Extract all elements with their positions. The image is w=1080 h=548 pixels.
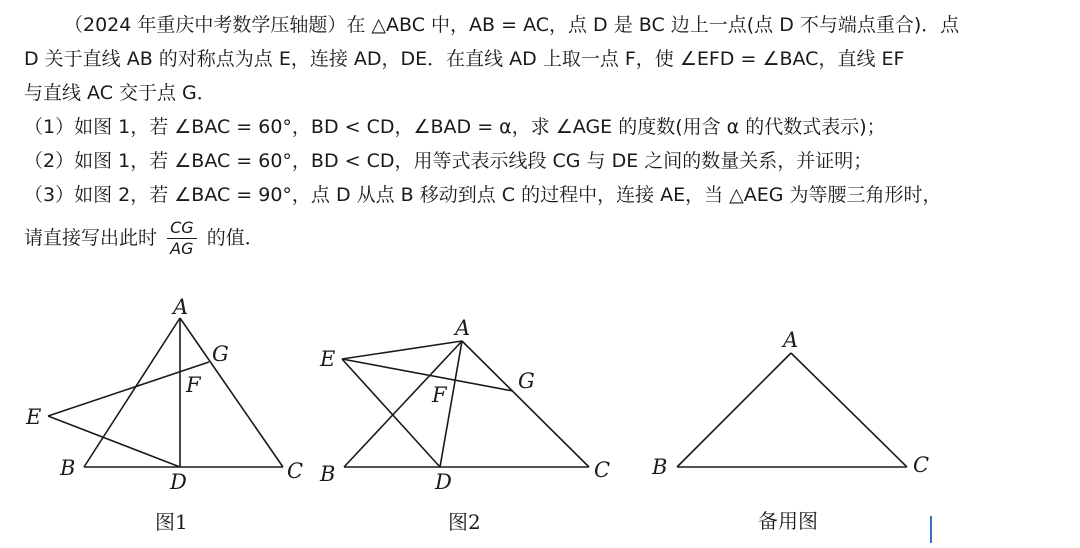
fraction-denominator: AG bbox=[170, 239, 194, 258]
fig1-label-a: A bbox=[173, 295, 189, 319]
fig1-label-c: C bbox=[287, 459, 304, 483]
figure-2 bbox=[319, 316, 610, 534]
question-2: （2）如图 1，若 ∠BAC = 60°，BD < CD，用等式表示线段 CG 与 DE 之间的数量关系，并证明； bbox=[24, 150, 873, 172]
problem-intro-line-3: 与直线 AC 交于点 G． bbox=[24, 82, 216, 104]
problem-intro-line-1: （2024 年重庆中考数学压轴题）在 △ABC 中，AB = AC，点 D 是 BC 边上一点(点 D 不与端点重合)．点 bbox=[64, 14, 960, 36]
fig2-label-a: A bbox=[455, 316, 471, 340]
fig2-label-c: C bbox=[594, 458, 611, 482]
spare-segment-ab bbox=[677, 353, 791, 467]
fig1-label-f: F bbox=[186, 373, 201, 397]
figure-1 bbox=[25, 295, 303, 534]
question-3-suffix: 的值． bbox=[206, 227, 264, 249]
fig2-segment-ac bbox=[462, 341, 589, 467]
question-1: （1）如图 1，若 ∠BAC = 60°，BD < CD，∠BAD = α，求 ∠AGE 的度数(用含 α 的代数式表示)； bbox=[24, 116, 886, 138]
fig1-label-g: G bbox=[212, 342, 229, 366]
question-3-prefix: 请直接写出此时 bbox=[24, 227, 158, 249]
spare-segment-ac bbox=[791, 353, 907, 467]
question-3: （3）如图 2，若 ∠BAC = 90°，点 D 从点 B 移动到点 C 的过程中，连接 AE，当 △AEG 为等腰三角形时， bbox=[24, 184, 942, 206]
fig1-label-e: E bbox=[26, 405, 42, 429]
figure-spare bbox=[651, 328, 929, 533]
spare-caption: 备用图 bbox=[758, 509, 818, 533]
fig2-caption: 图2 bbox=[448, 510, 481, 534]
fraction-numerator: CG bbox=[167, 218, 197, 239]
fig1-segment-ab bbox=[84, 318, 180, 467]
fig2-label-g: G bbox=[518, 369, 535, 393]
problem-intro-line-2: D 关于直线 AB 的对称点为点 E，连接 AD，DE．在直线 AD 上取一点 F，使 ∠EFD = ∠BAC，直线 EF bbox=[24, 48, 905, 70]
fig1-caption: 图1 bbox=[155, 510, 188, 534]
fig1-segment-eg bbox=[48, 362, 209, 416]
fig2-label-d: D bbox=[435, 470, 452, 494]
fig2-label-f: F bbox=[432, 383, 447, 407]
spare-label-a: A bbox=[783, 328, 799, 352]
fig2-label-b: B bbox=[320, 462, 336, 486]
fig1-label-b: B bbox=[60, 456, 76, 480]
spare-label-b: B bbox=[652, 455, 668, 479]
spare-label-c: C bbox=[913, 453, 930, 477]
fig2-label-e: E bbox=[320, 347, 336, 371]
fig1-label-d: D bbox=[170, 470, 187, 494]
fig2-segment-ea bbox=[342, 341, 462, 359]
